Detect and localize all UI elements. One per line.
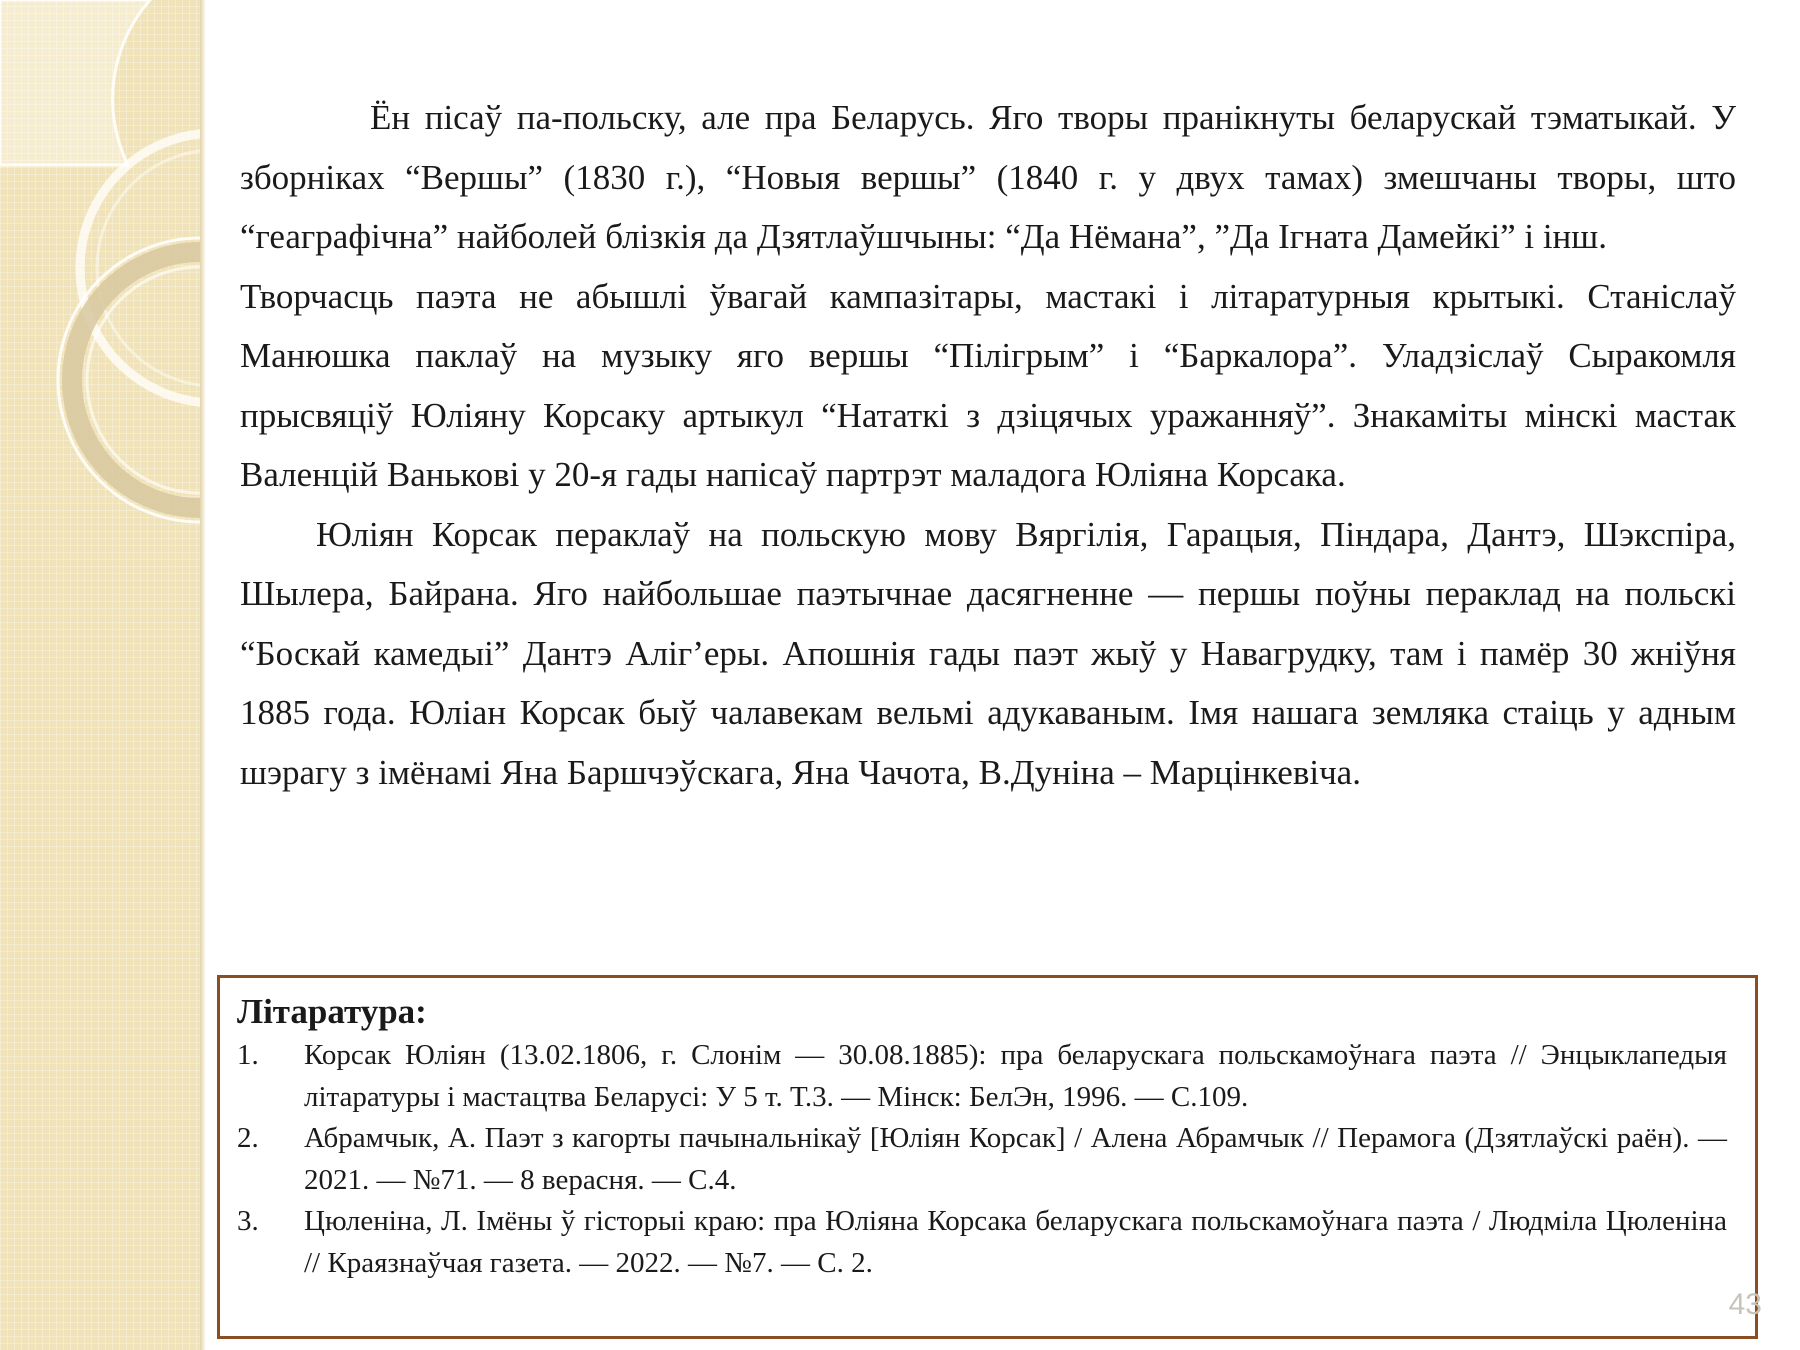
sidebar-edge bbox=[200, 0, 206, 1350]
main-text bbox=[240, 88, 1736, 802]
reference-item bbox=[237, 1118, 1727, 1201]
references-title: Літаратура: bbox=[237, 992, 427, 1031]
paragraph-3: Юліян Корсак пераклаў на польскую мову Вяргілія, Гарацыя, Піндара, Дантэ, Шэкспіра, Шылера, Байрана. Яго найбольшае паэтычнае дасягненне — першы поўны пераклад на польскі “Боскай камедыі” Дантэ Аліг’еры. Апошнія гады паэт жыў у Навагрудку, там і памёр 30 жніўня 1885 года. Юліан Корсак быў чалавекам вельмі адукаваным. Імя нашага земляка стаіць у адным шэрагу з імёнамі Яна Баршчэўскага, Яна Чачота, В.Дуніна – Марцінкевіча. bbox=[240, 514, 1736, 792]
reference-number: 3. bbox=[237, 1205, 259, 1237]
reference-number: 2. bbox=[237, 1122, 259, 1154]
page-number: 43 bbox=[1728, 1288, 1762, 1321]
reference-text: Цюленіна, Л. Імёны ў гісторыі краю: пра Юліяна Корсака беларускага польскамоўнага паэта / Людміла Цюленіна // Краязнаўчая газета. — 2022. — №7. — С. 2. bbox=[304, 1205, 1727, 1279]
paragraph-2: Творчасць паэта не абышлі ўвагай кампазітары, мастакі і літаратурныя крытыкі. Станіслаў Манюшка паклаў на музыку яго вершы “Пілігрым” і “Баркалора”. Уладзіслаў Сыракомля прысвяціў Юліяну Корсаку артыкул “Нататкі з дзіцячых уражанняў”. Знакаміты мінскі мастак Валенцій Ванькові у 20-я гады напісаў партрэт маладога Юліяна Корсака. bbox=[240, 276, 1736, 494]
reference-item bbox=[237, 1201, 1727, 1284]
reference-item bbox=[237, 1035, 1727, 1118]
decorative-circles-graphic bbox=[0, 0, 200, 1350]
paragraph-1: Ён пісаў па-польску, але пра Беларусь. Яго творы пранікнуты беларускай тэматыкай. У зборніках “Вершы” (1830 г.), “Новыя вершы” (1840 г. у двух тамах) змешчаны творы, што “геаграфічна” найболей блізкія да Дзятлаўшчыны: “Да Нёмана”, ”Да Ігната Дамейкі” і інш. bbox=[240, 98, 1736, 256]
references-box bbox=[217, 975, 1758, 1339]
decorative-sidebar bbox=[0, 0, 200, 1350]
reference-number: 1. bbox=[237, 1039, 259, 1071]
references-list bbox=[237, 1035, 1727, 1284]
reference-text: Корсак Юліян (13.02.1806, г. Слонім — 30.08.1885): пра беларускага польскамоўнага паэта // Энцыклапедыя літаратуры і мастацтва Беларусі: У 5 т. Т.3. — Мінск: БелЭн, 1996. — С.109. bbox=[304, 1039, 1727, 1113]
reference-text: Абрамчык, А. Паэт з кагорты пачынальнікаў [Юліян Корсак] / Алена Абрамчык // Перамога (Дзятлаўскі раён). — 2021. — №71. — 8 верасня. — С.4. bbox=[304, 1122, 1727, 1196]
